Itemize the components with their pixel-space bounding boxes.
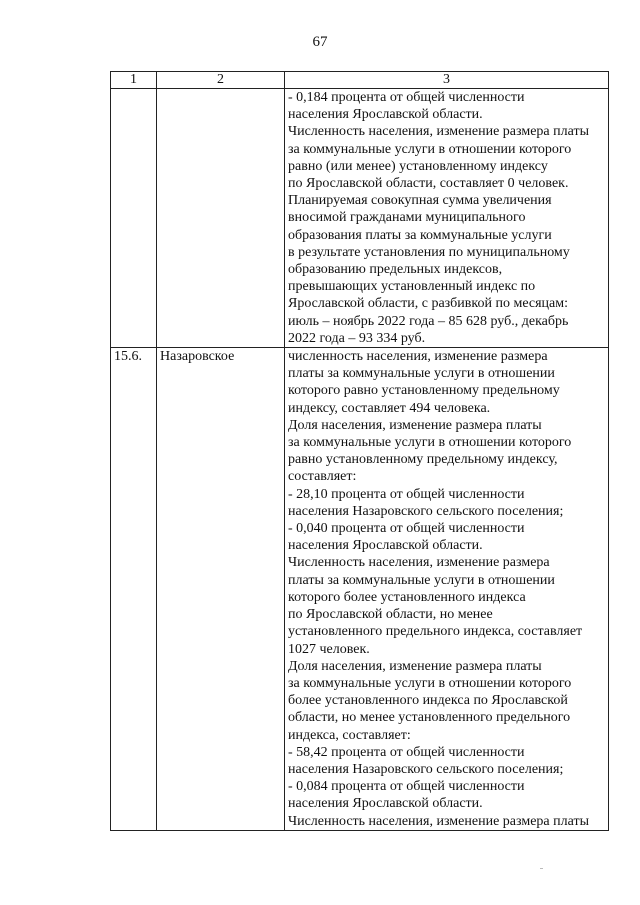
document-table [110, 71, 609, 831]
text-line: которого равно установленному предельному [288, 383, 560, 399]
text-line: более установленного индекса по Ярославской [288, 693, 568, 709]
text-line: июль – ноябрь 2022 года – 85 628 руб., декабрь [288, 313, 569, 329]
text-line: области, но менее установленного предельного [288, 710, 571, 726]
text-line: 1027 человек. [288, 641, 370, 657]
text-line: 2022 года – 93 334 руб. [288, 330, 426, 346]
text-line: превышающих установленный индекс по [288, 279, 536, 295]
text-line: за коммунальные услуги в отношении которого [288, 435, 572, 451]
text-line: вносимой гражданами муниципального [288, 210, 526, 226]
text-line: образования платы за коммунальные услуги [288, 227, 552, 243]
description-cell [285, 89, 609, 348]
text-line: индекса, составляет: [288, 727, 411, 743]
text-line: населения Назаровского сельского поселения; [288, 503, 564, 519]
text-line: равно (или менее) установленному индексу [288, 158, 548, 174]
column-header-3: 3 [285, 72, 609, 89]
description-cell [285, 348, 609, 831]
text-line: индексу, составляет 494 человека. [288, 400, 491, 416]
text-line: - 0,084 процента от общей численности [288, 779, 525, 795]
text-line: Доля населения, изменение размера платы [288, 658, 542, 674]
text-line: по Ярославской области, составляет 0 человек. [288, 176, 569, 192]
text-line: образованию предельных индексов, [288, 262, 503, 278]
text-line: - 58,42 процента от общей численности [288, 744, 525, 760]
row-number-cell [111, 89, 157, 348]
column-header-1: 1 [111, 72, 157, 89]
text-line: Численность населения, изменение размера платы [288, 124, 589, 140]
text-line: в результате установления по муниципальному [288, 244, 570, 260]
text-line: численность населения, изменение размера [288, 349, 548, 365]
text-line: Численность населения, изменение размера платы [288, 813, 589, 829]
text-line: равно установленному предельному индексу, [288, 452, 558, 468]
text-line: за коммунальные услуги в отношении которого [288, 141, 572, 157]
text-line: населения Ярославской области. [288, 107, 483, 123]
text-line: Ярославской области, с разбивкой по месяцам: [288, 296, 569, 312]
text-line: составляет: [288, 469, 357, 485]
text-line: - 0,184 процента от общей численности [288, 90, 525, 105]
text-line: Доля населения, изменение размера платы [288, 417, 542, 433]
text-line: - 28,10 процента от общей численности [288, 486, 525, 502]
text-line: платы за коммунальные услуги в отношении [288, 366, 555, 382]
column-header-2: 2 [157, 72, 285, 89]
text-line: - 0,040 процента от общей численности [288, 521, 525, 537]
text-line: Численность населения, изменение размера [288, 555, 550, 571]
table-row [111, 89, 609, 348]
municipality-name-cell [157, 89, 285, 348]
table-row [111, 348, 609, 831]
municipality-name-cell: Назаровское [157, 348, 285, 831]
page-number: 67 [312, 34, 328, 50]
scan-speck [540, 868, 543, 869]
table-header-row [111, 72, 609, 89]
text-line: установленного предельного индекса, составляет [288, 624, 583, 640]
text-line: по Ярославской области, но менее [288, 607, 493, 623]
text-line: населения Ярославской области. [288, 538, 483, 554]
text-line: населения Ярославской области. [288, 796, 483, 812]
text-line: которого более установленного индекса [288, 589, 526, 605]
text-line: Планируемая совокупная сумма увеличения [288, 193, 552, 209]
text-line: за коммунальные услуги в отношении которого [288, 675, 572, 691]
text-line: населения Назаровского сельского поселения; [288, 761, 564, 777]
row-number-cell: 15.6. [111, 348, 157, 831]
text-line: платы за коммунальные услуги в отношении [288, 572, 555, 588]
